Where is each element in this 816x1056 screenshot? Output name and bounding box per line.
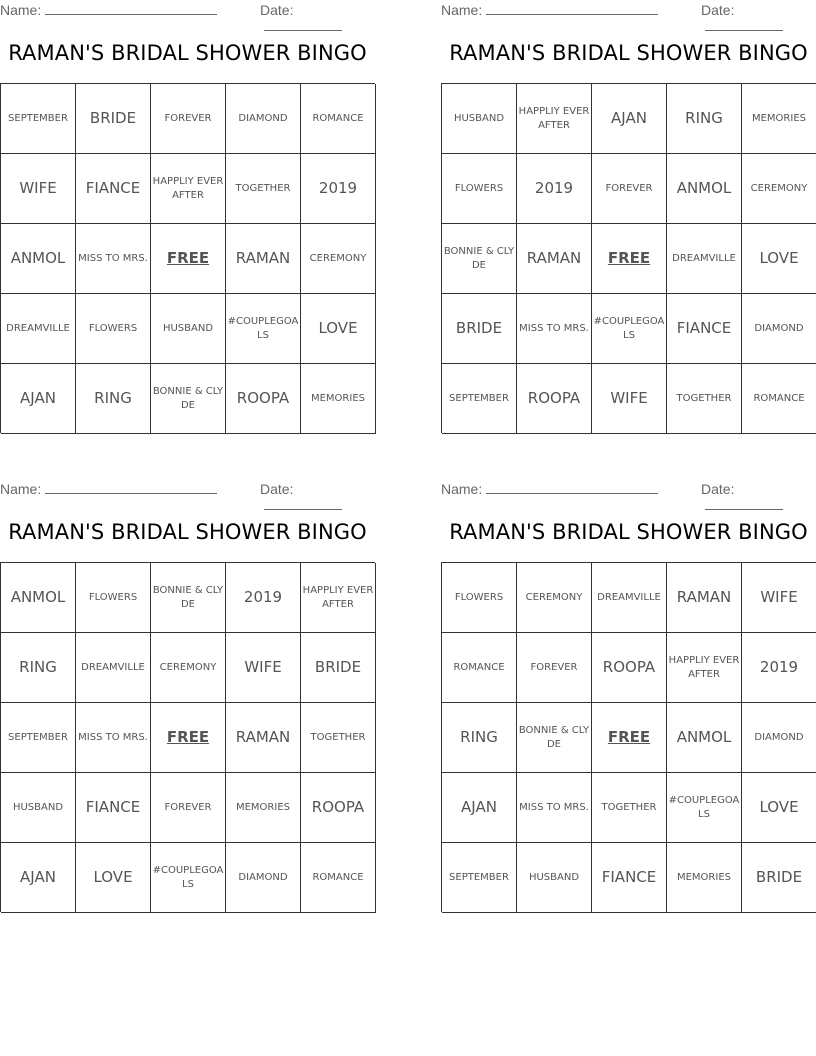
date-label: Date: bbox=[701, 481, 735, 497]
date-field bbox=[260, 481, 375, 513]
bingo-cell: CEREMONY bbox=[301, 224, 376, 294]
bingo-cell: FOREVER bbox=[151, 84, 226, 154]
bingo-cell: ROOPA bbox=[592, 633, 667, 703]
free-space-cell: FREE bbox=[592, 703, 667, 773]
bingo-cell: #COUPLEGOALS bbox=[226, 294, 301, 364]
bingo-cell: BONNIE & CLYDE bbox=[151, 563, 226, 633]
bingo-cell: HAPPLIY EVER AFTER bbox=[517, 84, 592, 154]
bingo-cell: FIANCE bbox=[592, 843, 667, 913]
bingo-cell: FLOWERS bbox=[442, 154, 517, 224]
bingo-cell: RAMAN bbox=[517, 224, 592, 294]
bingo-cell: FIANCE bbox=[76, 773, 151, 843]
bingo-grid bbox=[0, 562, 375, 912]
card-title: RAMAN'S BRIDAL SHOWER BINGO bbox=[449, 41, 808, 65]
name-label: Name: bbox=[0, 481, 42, 497]
bingo-cell: RAMAN bbox=[226, 703, 301, 773]
bingo-cell: LOVE bbox=[742, 224, 816, 294]
bingo-cell: ANMOL bbox=[667, 154, 742, 224]
date-line bbox=[264, 18, 342, 31]
bingo-cell: SEPTEMBER bbox=[1, 703, 76, 773]
name-line bbox=[45, 2, 217, 15]
bingo-cell: CEREMONY bbox=[517, 563, 592, 633]
bingo-card-1 bbox=[0, 0, 375, 440]
bingo-cell: BONNIE & CLYDE bbox=[151, 364, 226, 434]
bingo-cell: ANMOL bbox=[667, 703, 742, 773]
name-date-row bbox=[0, 2, 375, 20]
name-line bbox=[486, 481, 658, 494]
name-field bbox=[441, 481, 658, 497]
bingo-cell: FOREVER bbox=[151, 773, 226, 843]
bingo-cell: RING bbox=[76, 364, 151, 434]
card-title: RAMAN'S BRIDAL SHOWER BINGO bbox=[449, 520, 808, 544]
bingo-cell: RING bbox=[1, 633, 76, 703]
bingo-cell: LOVE bbox=[742, 773, 816, 843]
bingo-cell: ROOPA bbox=[301, 773, 376, 843]
name-line bbox=[45, 481, 217, 494]
name-date-row bbox=[441, 481, 816, 499]
bingo-grid bbox=[0, 83, 375, 433]
bingo-cell: SEPTEMBER bbox=[442, 364, 517, 434]
bingo-cell: FLOWERS bbox=[76, 563, 151, 633]
bingo-cell: ANMOL bbox=[1, 224, 76, 294]
bingo-cell: 2019 bbox=[517, 154, 592, 224]
name-label: Name: bbox=[0, 2, 42, 18]
card-title: RAMAN'S BRIDAL SHOWER BINGO bbox=[8, 41, 367, 65]
bingo-cell: TOGETHER bbox=[667, 364, 742, 434]
free-space-cell: FREE bbox=[592, 224, 667, 294]
bingo-cell: CEREMONY bbox=[151, 633, 226, 703]
bingo-cell: FLOWERS bbox=[442, 563, 517, 633]
date-field bbox=[260, 2, 375, 34]
bingo-cell: DIAMOND bbox=[226, 843, 301, 913]
bingo-cell: WIFE bbox=[226, 633, 301, 703]
bingo-cell: #COUPLEGOALS bbox=[667, 773, 742, 843]
bingo-cell: AJAN bbox=[442, 773, 517, 843]
bingo-cell: DREAMVILLE bbox=[76, 633, 151, 703]
bingo-cell: FOREVER bbox=[592, 154, 667, 224]
bingo-cell: ROOPA bbox=[226, 364, 301, 434]
name-label: Name: bbox=[441, 481, 483, 497]
date-label: Date: bbox=[260, 2, 294, 18]
bingo-cell: FIANCE bbox=[76, 154, 151, 224]
free-space-cell: FREE bbox=[151, 224, 226, 294]
bingo-cell: SEPTEMBER bbox=[1, 84, 76, 154]
bingo-cell: DREAMVILLE bbox=[1, 294, 76, 364]
bingo-cell: DIAMOND bbox=[226, 84, 301, 154]
bingo-cell: 2019 bbox=[301, 154, 376, 224]
bingo-cell: ROMANCE bbox=[301, 843, 376, 913]
bingo-cell: HUSBAND bbox=[151, 294, 226, 364]
bingo-cell: MISS TO MRS. bbox=[517, 294, 592, 364]
bingo-cell: BONNIE & CLYDE bbox=[517, 703, 592, 773]
bingo-cell: #COUPLEGOALS bbox=[151, 843, 226, 913]
name-line bbox=[486, 2, 658, 15]
bingo-cell: ROMANCE bbox=[301, 84, 376, 154]
bingo-cell: FLOWERS bbox=[76, 294, 151, 364]
bingo-card-2 bbox=[441, 0, 816, 440]
bingo-cell: ROMANCE bbox=[742, 364, 816, 434]
bingo-cell: LOVE bbox=[301, 294, 376, 364]
bingo-cell: HUSBAND bbox=[442, 84, 517, 154]
bingo-cell: TOGETHER bbox=[301, 703, 376, 773]
bingo-cell: CEREMONY bbox=[742, 154, 816, 224]
date-field bbox=[701, 481, 816, 513]
bingo-cell: MEMORIES bbox=[742, 84, 816, 154]
bingo-cell: RING bbox=[667, 84, 742, 154]
bingo-cell: HUSBAND bbox=[517, 843, 592, 913]
bingo-cell: DIAMOND bbox=[742, 703, 816, 773]
bingo-cell: MEMORIES bbox=[667, 843, 742, 913]
bingo-cell: RAMAN bbox=[667, 563, 742, 633]
card-title: RAMAN'S BRIDAL SHOWER BINGO bbox=[8, 520, 367, 544]
bingo-card-4 bbox=[441, 479, 816, 919]
name-field bbox=[0, 2, 217, 18]
bingo-cell: ROMANCE bbox=[442, 633, 517, 703]
bingo-cell: HAPPLIY EVER AFTER bbox=[301, 563, 376, 633]
bingo-cell: HAPPLIY EVER AFTER bbox=[151, 154, 226, 224]
bingo-grid bbox=[441, 83, 816, 433]
bingo-cell: BRIDE bbox=[742, 843, 816, 913]
bingo-cell: #COUPLEGOALS bbox=[592, 294, 667, 364]
name-label: Name: bbox=[441, 2, 483, 18]
bingo-card-3 bbox=[0, 479, 375, 919]
bingo-cell: 2019 bbox=[742, 633, 816, 703]
bingo-cell: MISS TO MRS. bbox=[517, 773, 592, 843]
bingo-cell: WIFE bbox=[742, 563, 816, 633]
bingo-cell: BONNIE & CLYDE bbox=[442, 224, 517, 294]
bingo-cell: BRIDE bbox=[442, 294, 517, 364]
name-field bbox=[441, 2, 658, 18]
date-line bbox=[705, 497, 783, 510]
bingo-cell: LOVE bbox=[76, 843, 151, 913]
bingo-cell: DREAMVILLE bbox=[667, 224, 742, 294]
bingo-cell: MEMORIES bbox=[226, 773, 301, 843]
bingo-cell: SEPTEMBER bbox=[442, 843, 517, 913]
bingo-cell: MISS TO MRS. bbox=[76, 703, 151, 773]
date-field bbox=[701, 2, 816, 34]
bingo-cell: DREAMVILLE bbox=[592, 563, 667, 633]
bingo-cell: AJAN bbox=[1, 843, 76, 913]
name-field bbox=[0, 481, 217, 497]
name-date-row bbox=[441, 2, 816, 20]
bingo-cell: ROOPA bbox=[517, 364, 592, 434]
bingo-cell: FOREVER bbox=[517, 633, 592, 703]
bingo-cell: ANMOL bbox=[1, 563, 76, 633]
date-line bbox=[705, 18, 783, 31]
bingo-cell: FIANCE bbox=[667, 294, 742, 364]
free-space-cell: FREE bbox=[151, 703, 226, 773]
bingo-cell: BRIDE bbox=[76, 84, 151, 154]
bingo-cell: WIFE bbox=[592, 364, 667, 434]
bingo-cell: 2019 bbox=[226, 563, 301, 633]
bingo-cell: TOGETHER bbox=[226, 154, 301, 224]
bingo-grid bbox=[441, 562, 816, 912]
date-label: Date: bbox=[260, 481, 294, 497]
bingo-cell: HAPPLIY EVER AFTER bbox=[667, 633, 742, 703]
bingo-cell: MISS TO MRS. bbox=[76, 224, 151, 294]
bingo-cell: HUSBAND bbox=[1, 773, 76, 843]
bingo-cell: DIAMOND bbox=[742, 294, 816, 364]
bingo-cell: AJAN bbox=[592, 84, 667, 154]
bingo-cell: WIFE bbox=[1, 154, 76, 224]
date-label: Date: bbox=[701, 2, 735, 18]
bingo-cell: RAMAN bbox=[226, 224, 301, 294]
bingo-cell: RING bbox=[442, 703, 517, 773]
bingo-cell: AJAN bbox=[1, 364, 76, 434]
bingo-cell: MEMORIES bbox=[301, 364, 376, 434]
date-line bbox=[264, 497, 342, 510]
bingo-cell: BRIDE bbox=[301, 633, 376, 703]
bingo-cell: TOGETHER bbox=[592, 773, 667, 843]
name-date-row bbox=[0, 481, 375, 499]
